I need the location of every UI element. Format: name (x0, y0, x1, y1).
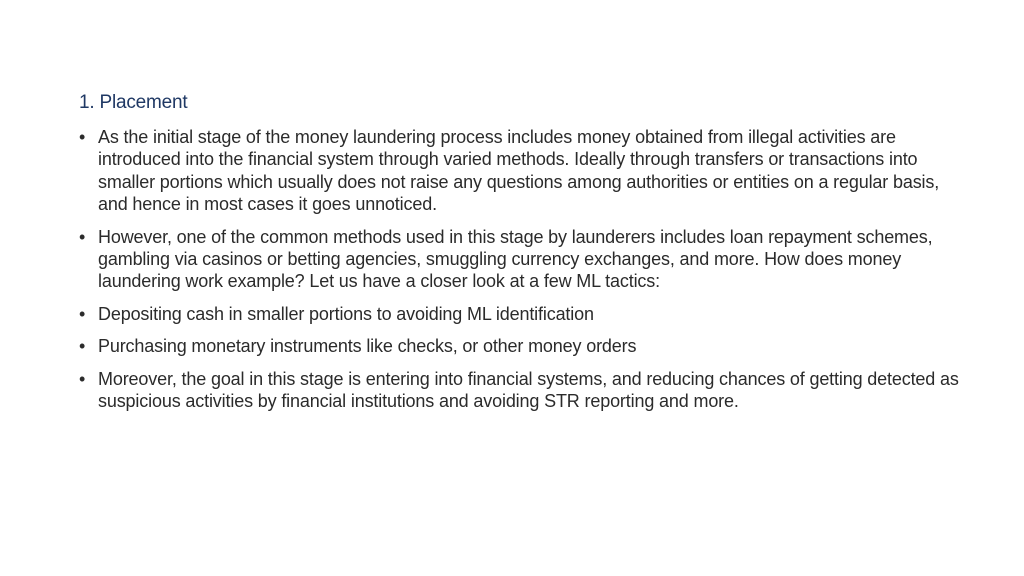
bullet-text: As the initial stage of the money laundering process includes money obtained from illegal activities are introduced into the financial system through varied methods. Ideally through transfers or transactions into smaller portions which usually does not raise any questions among authorities or entities on a regular basis, and hence in most cases it goes unnoticed. (98, 127, 940, 215)
bullet-dot-icon: • (79, 336, 86, 357)
bullet-item (79, 126, 959, 216)
slide-heading: 1. Placement (79, 92, 188, 113)
bullet-list (79, 126, 959, 422)
bullet-item (79, 226, 959, 293)
bullet-item (79, 303, 959, 325)
bullet-item (79, 368, 959, 413)
bullet-dot-icon: • (79, 226, 86, 247)
bullet-text: However, one of the common methods used in this stage by launderers includes loan repayment schemes, gambling via casinos or betting agencies, smuggling currency exchanges, and more. How does money laundering work example? Let us have a closer look at a few ML tactics: (98, 226, 933, 292)
bullet-dot-icon: • (79, 368, 86, 389)
bullet-item (79, 335, 959, 357)
bullet-dot-icon: • (79, 127, 86, 147)
bullet-dot-icon: • (79, 303, 86, 324)
bullet-text: Depositing cash in smaller portions to avoiding ML identification (98, 303, 594, 324)
bullet-text: Moreover, the goal in this stage is entering into financial systems, and reducing chances of getting detected as suspicious activities by financial institutions and avoiding STR reporting and more. (98, 368, 959, 412)
bullet-text: Purchasing monetary instruments like checks, or other money orders (98, 336, 637, 357)
